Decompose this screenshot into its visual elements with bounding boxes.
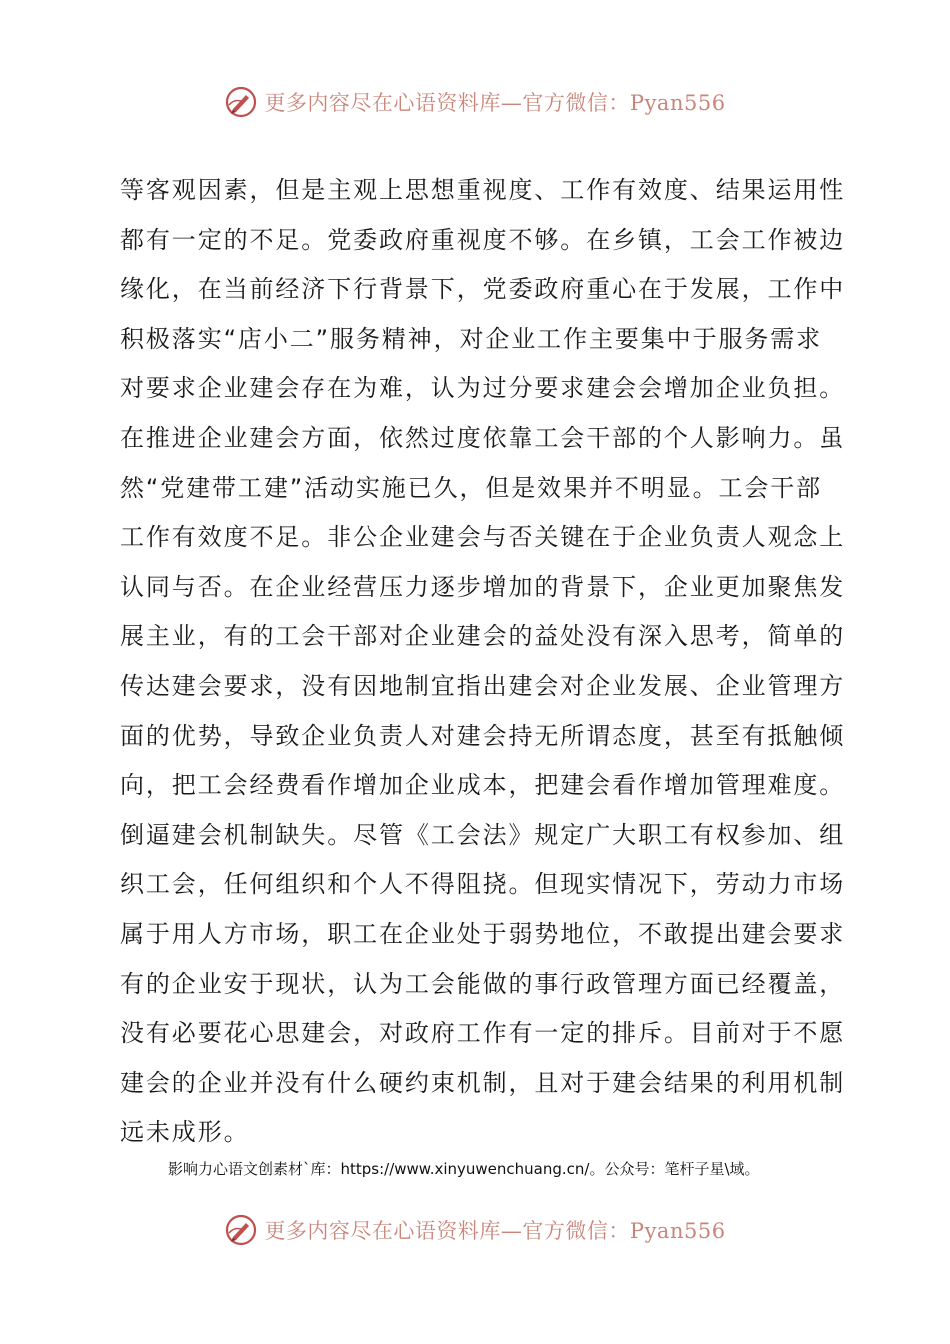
body-line: 工作有效度不足。非公企业建会与否关键在于企业负责人观念上 (120, 523, 846, 552)
source-note: 影响力心语文创素材`库：https://www.xinyuwenchuang.cn/。公众号：笔杆子星\域。 (168, 1160, 760, 1178)
banner-text: 更多内容尽在心语资料库—官方微信：Pyan556 (264, 1219, 726, 1243)
body-line: 没有必要花心思建会，对政府工作有一定的排斥。目前对于不愿 (120, 1019, 846, 1048)
body-line: 建会的企业并没有什么硬约束机制，且对于建会结果的利用机制 (120, 1068, 846, 1097)
body-line: 向，把工会经费看作增加企业成本，把建会看作增加管理难度。 (120, 771, 846, 800)
footer-banner (0, 1210, 950, 1250)
pen-logo-icon (224, 1213, 258, 1247)
body-line: 有的企业安于现状，认为工会能做的事行政管理方面已经覆盖， (120, 969, 846, 998)
pen-logo-icon (224, 85, 258, 119)
body-line: 在推进企业建会方面，依然过度依靠工会干部的个人影响力。虽 (120, 423, 846, 452)
header-banner (0, 82, 950, 122)
body-line: 远未成形。 (120, 1118, 250, 1147)
body-line: 都有一定的不足。党委政府重视度不够。在乡镇，工会工作被边 (120, 225, 846, 254)
body-line: 属于用人方市场，职工在企业处于弱势地位，不敢提出建会要求 (120, 919, 846, 948)
body-line: 织工会，任何组织和个人不得阻挠。但现实情况下，劳动力市场 (120, 870, 846, 899)
body-line: 面的优势，导致企业负责人对建会持无所谓态度，甚至有抵触倾 (120, 721, 846, 750)
body-line: 倒逼建会机制缺失。尽管《工会法》规定广大职工有权参加、组 (120, 820, 846, 849)
body-line: 积极落实“店小二”服务精神，对企业工作主要集中于服务需求 (120, 324, 823, 353)
body-line: 等客观因素，但是主观上思想重视度、工作有效度、结果运用性 (120, 176, 846, 204)
document-body (120, 166, 846, 1158)
body-line: 对要求企业建会存在为难，认为过分要求建会会增加企业负担。 (120, 374, 846, 403)
body-line: 展主业，有的工会干部对企业建会的益处没有深入思考，简单的 (120, 622, 846, 651)
body-line: 然“党建带工建”活动实施已久，但是效果并不明显。工会干部 (120, 473, 823, 502)
banner-text: 更多内容尽在心语资料库—官方微信：Pyan556 (264, 91, 726, 115)
body-line: 传达建会要求，没有因地制宜指出建会对企业发展、企业管理方 (120, 671, 846, 700)
body-line: 认同与否。在企业经营压力逐步增加的背景下，企业更加聚焦发 (120, 572, 846, 601)
body-line: 缘化，在当前经济下行背景下，党委政府重心在于发展，工作中 (120, 275, 846, 304)
